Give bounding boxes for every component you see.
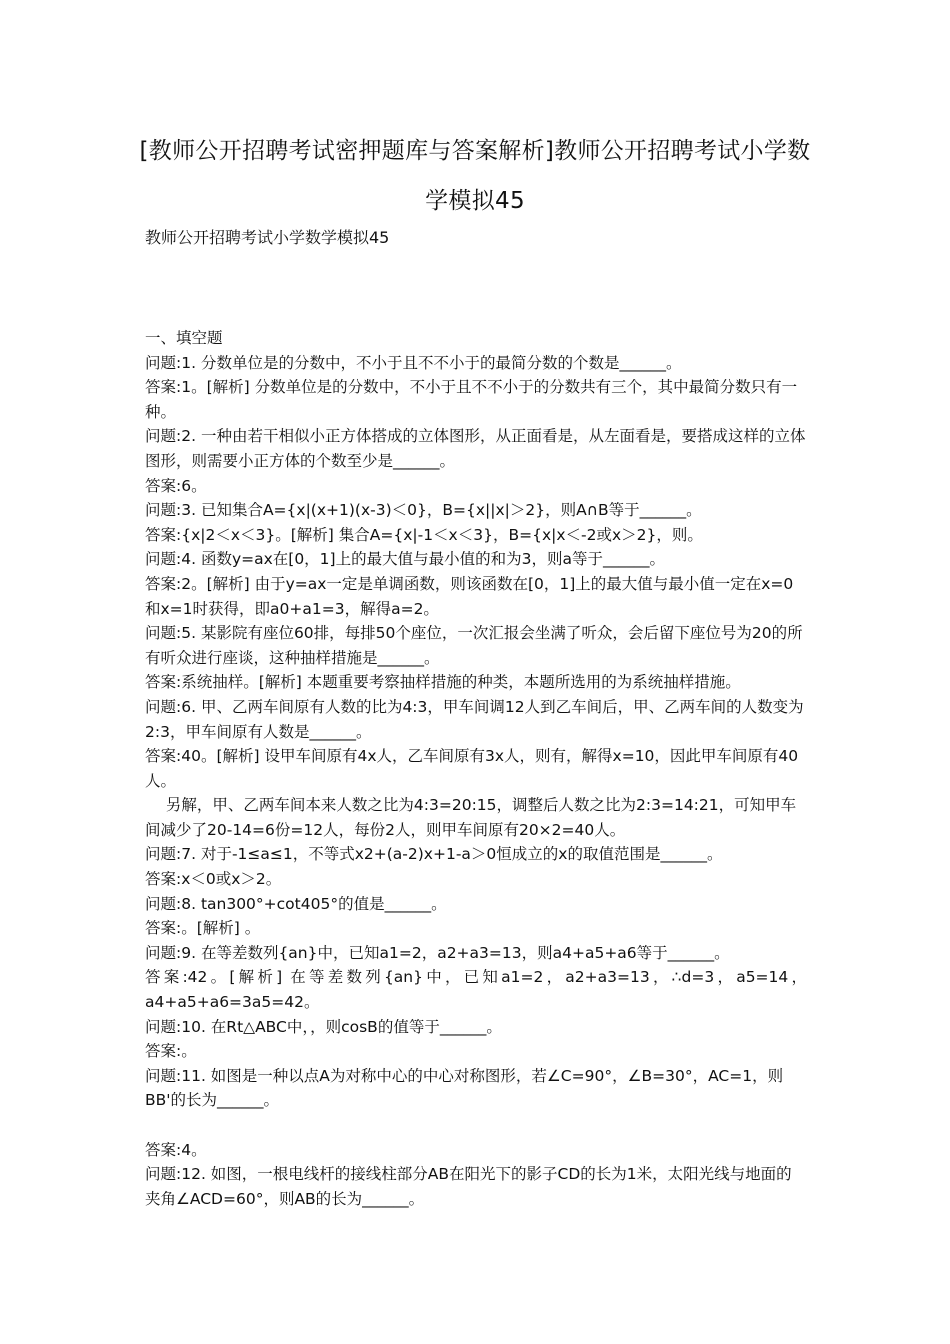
question-4: 问题:4. 函数y=ax在[0，1]上的最大值与最小值的和为3，则a等于______。 <box>145 550 665 569</box>
answer-3: 答案:{x|2＜x＜3}。[解析] 集合A={x|-1＜x＜3}，B={x|x＜-2或x＞2}，则。 <box>145 525 703 544</box>
answer-5: 答案:系统抽样。[解析] 本题重要考察抽样措施的种类，本题所选用的为系统抽样措施。 <box>145 673 741 692</box>
document-subtitle: 教师公开招聘考试小学数学模拟45 <box>145 228 390 247</box>
question-11: 问题:11. 如图是一种以点A为对称中心的中心对称图形，若∠C=90°，∠B=30°，AC=1，则BB'的长为______。 <box>145 1066 784 1110</box>
question-10: 问题:10. 在Rt△ABC中，，则cosB的值等于______。 <box>145 1017 502 1036</box>
question-8: 问题:8. tan300°+cot405°的值是______。 <box>145 894 447 913</box>
question-5: 问题:5. 某影院有座位60排，每排50个座位，一次汇报会坐满了听众，会后留下座位号为20的所有听众进行座谈，这种抽样措施是______。 <box>145 624 803 667</box>
question-6: 问题:6. 甲、乙两车间原有人数的比为4:3，甲车间调12人到乙车间后，甲、乙两车间的人数变为2:3，甲车间原有人数是______。 <box>145 697 804 741</box>
answer-7: 答案:x＜0或x＞2。 <box>145 870 282 889</box>
question-1: 问题:1. 分数单位是的分数中，不小于且不不小于的最简分数的个数是______。 <box>145 353 682 372</box>
question-2: 问题:2. 一种由若干相似小正方体搭成的立体图形，从正面看是，从左面看是，要搭成这样的立体图形，则需要小正方体的个数至少是______。 <box>145 427 806 470</box>
answer-10: 答案:。 <box>145 1042 197 1061</box>
answer-1: 答案:1。[解析] 分数单位是的分数中，不小于且不不小于的分数共有三个，其中最简分数只有一种。 <box>145 378 798 421</box>
answer-8: 答案:。[解析] 。 <box>145 919 261 938</box>
answer-4: 答案:2。[解析] 由于y=ax一定是单调函数，则该函数在[0，1]上的最大值与最小值一定在x=0和x=1时获得，即a0+a1=3，解得a=2。 <box>145 574 794 618</box>
question-9: 问题:9. 在等差数列{an}中，已知a1=2，a2+a3=13，则a4+a5+a6等于______。 <box>145 943 730 962</box>
document-title-line-2: 学模拟45 <box>425 188 525 214</box>
answer-2: 答案:6。 <box>145 476 207 495</box>
section-heading: 一、填空题 <box>145 329 223 347</box>
question-7: 问题:7. 对于-1≤a≤1，不等式x2+(a-2)x+1-a＞0恒成立的x的取值范围是______。 <box>145 845 723 864</box>
document-body <box>145 326 807 1211</box>
question-3: 问题:3. 已知集合A={x|(x+1)(x-3)＜0}，B={x||x|＞2}，则A∩B等于______。 <box>145 501 702 520</box>
answer-9: 答案:42。[解析] 在等差数列{an}中，已知a1=2，a2+a3=13，∴d=3，a5=14，a4+a5+a6=3a5=42。 <box>145 968 807 1012</box>
document-title-line-1: [教师公开招聘考试密押题库与答案解析]教师公开招聘考试小学数 <box>139 138 811 164</box>
blank-line <box>145 1113 807 1138</box>
answer-11: 答案:4。 <box>145 1140 207 1159</box>
question-12: 问题:12. 如图，一根电线杆的接线柱部分AB在阳光下的影子CD的长为1米，太阳光线与地面的夹角∠ACD=60°，则AB的长为______。 <box>145 1165 792 1208</box>
answer-6-alternative: 另解，甲、乙两车间本来人数之比为4:3=20:15，调整后人数之比为2:3=14:21，可知甲车间减少了20-14=6份=12人，每份2人，则甲车间原有20×2=40人。 <box>145 796 797 839</box>
answer-6: 答案:40。[解析] 设甲车间原有4x人，乙车间原有3x人，则有，解得x=10，因此甲车间原有40人。 <box>145 747 799 790</box>
